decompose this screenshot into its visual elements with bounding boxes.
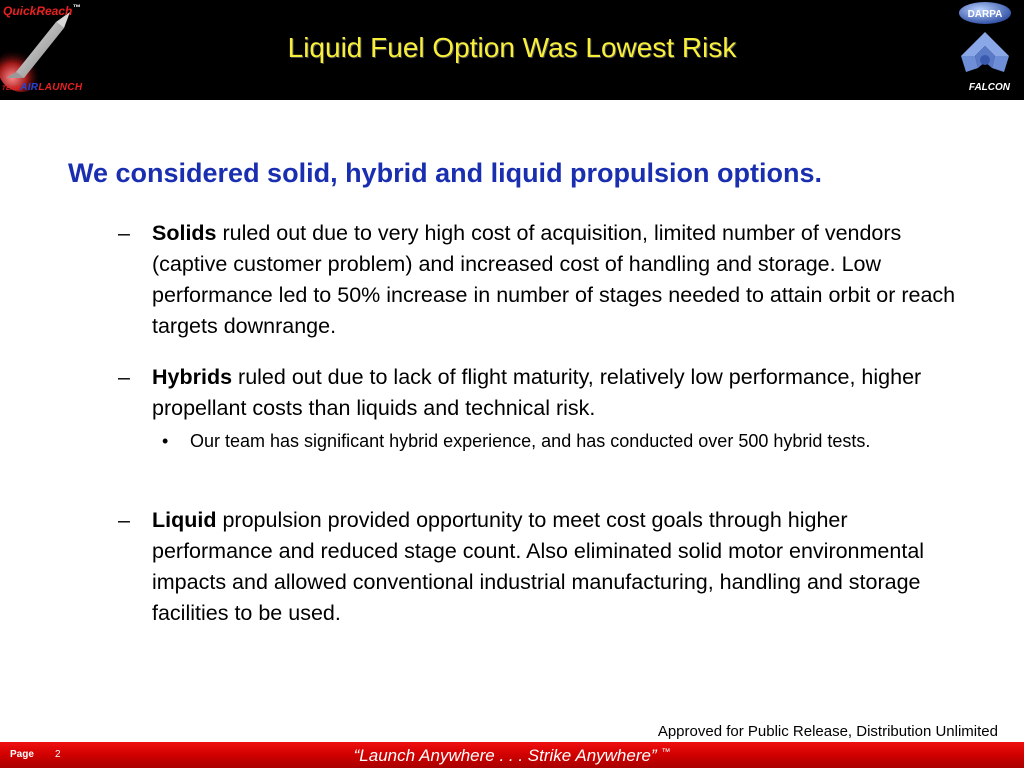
quickreach-brand: QuickReach™ — [3, 3, 81, 18]
slide-title: Liquid Fuel Option Was Lowest Risk — [287, 32, 737, 63]
page-label: Page — [10, 749, 34, 760]
svg-text:DARPA: DARPA — [967, 9, 1003, 20]
page-number: 2 — [55, 749, 61, 760]
bullet-liquid: – Liquid propulsion provided opportunity to meet cost goals through higher performance and reduced stage count. Also eliminated solid motor environmental impacts and allowed conventional industrial manufacturing, handling and storage facilities to be used. — [118, 505, 958, 629]
slide-footer — [0, 742, 1024, 768]
headline: We considered solid, hybrid and liquid propulsion options. — [68, 158, 823, 188]
bullet-solids-text: Solids ruled out due to very high cost of acquisition, limited number of vendors (captive customer problem) and increased cost of handling and storage. Low performance led to 50% increase in number of stages needed to attain orbit or reach targets downrange. — [152, 221, 956, 338]
slide-body — [0, 100, 1024, 720]
bullet-hybrids: – Hybrids ruled out due to lack of flight maturity, relatively low performance, higher propellant costs than liquids and technical risk. — [118, 362, 958, 424]
slogan: “Launch Anywhere . . . Strike Anywhere” ™ — [353, 746, 671, 765]
falcon-label: FALCON — [968, 82, 1010, 93]
bullet-hybrids-text: Hybrids ruled out due to lack of flight maturity, relatively low performance, higher propellant costs than liquids and technical risk. — [152, 365, 922, 420]
darpa-falcon-logo — [934, 0, 1024, 100]
slide-header — [0, 0, 1024, 100]
team-airlaunch-brand: TEAMAIRLAUNCH — [2, 82, 83, 93]
sub-bullet-hybrid-experience: • Our team has significant hybrid experience, and has conducted over 500 hybrid tests. — [162, 431, 871, 451]
bullet-liquid-text: Liquid propulsion provided opportunity to meet cost goals through higher performance and reduced stage count. Also eliminated solid motor environmental impacts and allowed conventional industrial manufacturing, handling and storage facilities to be used. — [152, 508, 925, 625]
release-notice: Approved for Public Release, Distribution Unlimited — [657, 723, 998, 740]
quickreach-logo — [0, 0, 135, 100]
bullet-solids: – Solids ruled out due to very high cost of acquisition, limited number of vendors (captive customer problem) and increased cost of handling and storage. Low performance led to 50% increase in number of stages needed to attain orbit or reach targets downrange. — [118, 218, 958, 342]
